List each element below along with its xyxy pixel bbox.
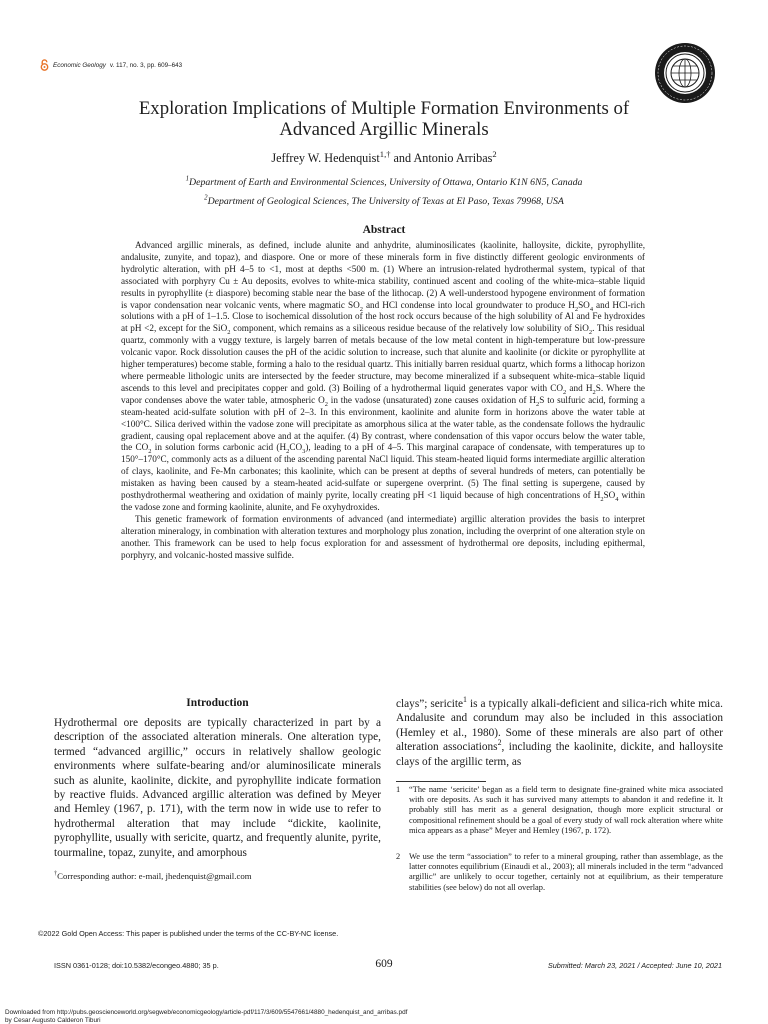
- abstract-heading: Abstract: [362, 224, 406, 236]
- introduction-paragraph: Hydrothermal ore deposits are typically characterized in part by a description of the associated alteration minerals. One alteration type, termed “advanced argillic,” occurs in relatively shallow geologic environments where sulfate-bearing and/or aluminosilicate minerals such as alunite, kaolinite, dickite, and pyrophyllite indicate formation by reactive fluids. Advanced argillic alteration was defined by Meyer and Hemley (1967, p. 171), with the term now in wide use to refer to hydrothermal alteration that may include “dickite, kaolinite, pyrophyllite, usually with sericite, quartz, and frequently alunite, pyrite, tourmaline, topaz, zunyite, and amorphous: [54, 717, 381, 859]
- footnote-1-number: 1: [396, 785, 401, 794]
- corresponding-author-email[interactable]: Corresponding author: e-mail, jhedenquist@gmail.com: [57, 871, 252, 881]
- open-access-lock-icon: [40, 59, 49, 71]
- corresponding-author: †Corresponding author: e-mail, jhedenquist@gmail.com: [54, 871, 252, 881]
- footnote-divider: [396, 781, 486, 782]
- abstract-paragraph-1: Advanced argillic minerals, as defined, include alunite and anhydrite, aluminosilicates (kaolinite, halloysite, dickite, pyrophyllite, andalusite, zunyite, and topaz), and diaspore. One or more of these minerals form in five distinctly different geologic environments of hydrolytic alteration, with pH 4–5 to <1, most at depths <500 m. (1) Where an intrusion-related hydrothermal system, typical of that associated with porphyry Cu ± Au deposits, evolves to white-mica stability, continued ascent and cooling of the white-mica–stable liquid results in pyrophyllite (± diaspore) becoming stable near the base of the lithocap. (2) A well-understood hypogene environment of formation is vapor condensation near volcanic vents, where magmatic $SO_2$ and HCl condense into local groundwater to produce $H_2SO_4$ and HCl-rich solutions with a pH of 1–1.5. Close to isochemical dissolution of the host rock occurs because of the high solubility of Al and Fe hydroxides at pH <2, except for the SiO$_2$ component, which remains as a siliceous residue because of the relatively low solubility of SiO$_2$. This residual quartz, commonly with a vuggy texture, is largely barren of metals because of the low metal content in high-temperature but low-pressure volcanic vapor. Rock dissolution causes the pH of the acidic solution to increase, such that alunite and kaolinite (or dickite or pyrophyllite at higher temperatures) become stable, forming a halo to the residual quartz. This initially barren residual quartz, which forms a lithocap horizon where permeable lithologic units are intersected by the feeder structure, may become mineralized if a subsequent white-mica–stable liquid ascends to this level and precipitates copper and gold. (3) Boiling of a hydrothermal liquid generates vapor with $CO_2$ and $H_2S$. Where the vapor condenses above the water table, atmospheric $O_2$ in the vadose (unsaturated) zone causes oxidation of $H_2S$ to sulfuric acid, forming a steam-heated acid-sulfate solution with pH of 2–3. In this environment, kaolinite and alunite form in horizons above the water table at <100°C. Silica derived within the vadose zone will precipitate as amorphous silica at the water table, as the condensate follows the hydraulic gradient, causing opal replacement above and at the aquifer. (4) By contrast, where condensation of this vapor occurs below the water table, the $CO_2$ in solution forms carbonic acid $(H_2CO_3)$, leading to a pH of 4–5. This marginal carapace of condensate, with temperatures up to 150°–170°C, commonly acts as a diluent of the ascending parental NaCl liquid. This steam-heated liquid forms intermediate argillic alteration of clays, kaolinite, and Fe-Mn carbonates; this kaolinite, which can be present at depths of several hundreds of meters, can potentially be mistaken as having been caused by a steam-heated acid-sulfate or supergene overprint. (5) The final setting is supergene, caused by posthydrothermal weathering and oxidation of mainly pyrite, locally creating pH <1 liquid because of high concentrations of $H_2SO_4$ within the vadose zone and forming kaolinite, alunite, and Fe oxyhydroxides.: [121, 240, 646, 512]
- affiliation-1: [0, 177, 768, 188]
- journal-name: Economic Geology: [53, 61, 106, 69]
- download-url[interactable]: Downloaded from http://pubs.geoscienceworld.org/segweb/economicgeology/article-pdf/117/3/609/5547661/4880_hedenquist_and_arribas.pdf: [5, 1009, 408, 1016]
- footnote-1: [396, 785, 723, 836]
- footnote-2-text: We use the term “association” to refer to a mineral grouping, rather than assemblage, as the latter connotes equilibrium (Einaudi et al., 2003); all minerals included in the term “advanced argillic” are unlikely to occur together, certainly not at equilibrium, as their temperature stabilities (see below) do not all overlap.: [409, 852, 723, 892]
- article-title: [0, 98, 768, 140]
- affiliation-1-mark: 1: [185, 175, 190, 183]
- author-list: [0, 148, 768, 166]
- title-line-1: Exploration Implications of Multiple Formation Environments of: [138, 98, 630, 119]
- submission-dates: Submitted: March 23, 2021 / Accepted: June 10, 2021: [547, 961, 722, 970]
- footnote-1-ref[interactable]: 1: [463, 695, 467, 705]
- affiliation-2: [0, 196, 768, 207]
- journal-citation: [40, 59, 182, 71]
- footnote-1-text: “The name ‘sericite’ began as a field term to designate fine-grained white mica associated with ore deposits. As such it has survived many attempts to abandon it and redefine it. It probably still has merit as a general designation, though more explicit structural or compositional refinement should be a goal of every study of wall rock alteration where white mica appears as a phase” Meyer and Hemley (1967, p. 172).: [409, 785, 723, 835]
- affiliation-2-text: Department of Geological Sciences, The University of Texas at El Paso, Texas 79968, USA: [207, 196, 564, 207]
- affiliation-1-text: Department of Earth and Environmental Sciences, University of Ottawa, Ontario K1N 6N5, Canada: [189, 177, 583, 188]
- download-stamp: [5, 1009, 407, 1024]
- download-user: by Cesar Augusto Calderon Tiburi: [5, 1016, 101, 1024]
- license-notice: ©2022 Gold Open Access: This paper is published under the terms of the CC-BY-NC license.: [38, 929, 339, 938]
- introduction-left-column: [54, 716, 381, 860]
- author-2: Antonio Arribas: [413, 151, 493, 165]
- author-2-affiliation-mark: 2: [492, 148, 497, 159]
- footnote-2-ref[interactable]: 2: [497, 738, 502, 748]
- footnote-2-number: 2: [396, 852, 401, 861]
- author-1: Jeffrey W. Hedenquist: [271, 151, 380, 165]
- title-line-2: Advanced Argillic Minerals: [279, 119, 489, 140]
- author-1-affiliation-mark: 1,†: [379, 148, 391, 159]
- issn-doi: ISSN 0361-0128; doi:10.5382/econgeo.4880; 35 p.: [54, 961, 219, 970]
- introduction-right-column: [396, 697, 723, 769]
- introduction-heading: Introduction: [186, 697, 249, 709]
- abstract-paragraph-2: This genetic framework of formation environments of advanced (and intermediate) argillic alteration provides the basis to interpret alteration mineralogy, in combination with alteration textures and morphology plus zonation, including the overprint of one alteration style on another. This framework can be used to help focus exploration for and assessment of hydrothermal ore deposits, including epithermal, porphyry, and volcanic-hosted massive sulfide.: [121, 513, 645, 560]
- society-of-economic-geologists-seal-icon: [654, 42, 716, 104]
- introduction-continued-paragraph: clays”; sericite$^1$ is a typically alkali-deficient and silica-rich white mica. Andalusite and corundum may also be included in this association (Hemley et al., 1980). Some of these minerals are also part of other alteration associations$^2$, including the kaolinite, dickite, and halloysite clays of the argillic term, as: [396, 695, 723, 768]
- affiliation-2-mark: 2: [204, 194, 208, 202]
- abstract-body: [121, 240, 645, 561]
- author-separator: and: [390, 151, 414, 165]
- journal-volume: v. 117, no. 3, pp. 609–643: [109, 61, 183, 69]
- page-number: 609: [375, 958, 393, 970]
- footnote-2: [396, 852, 723, 893]
